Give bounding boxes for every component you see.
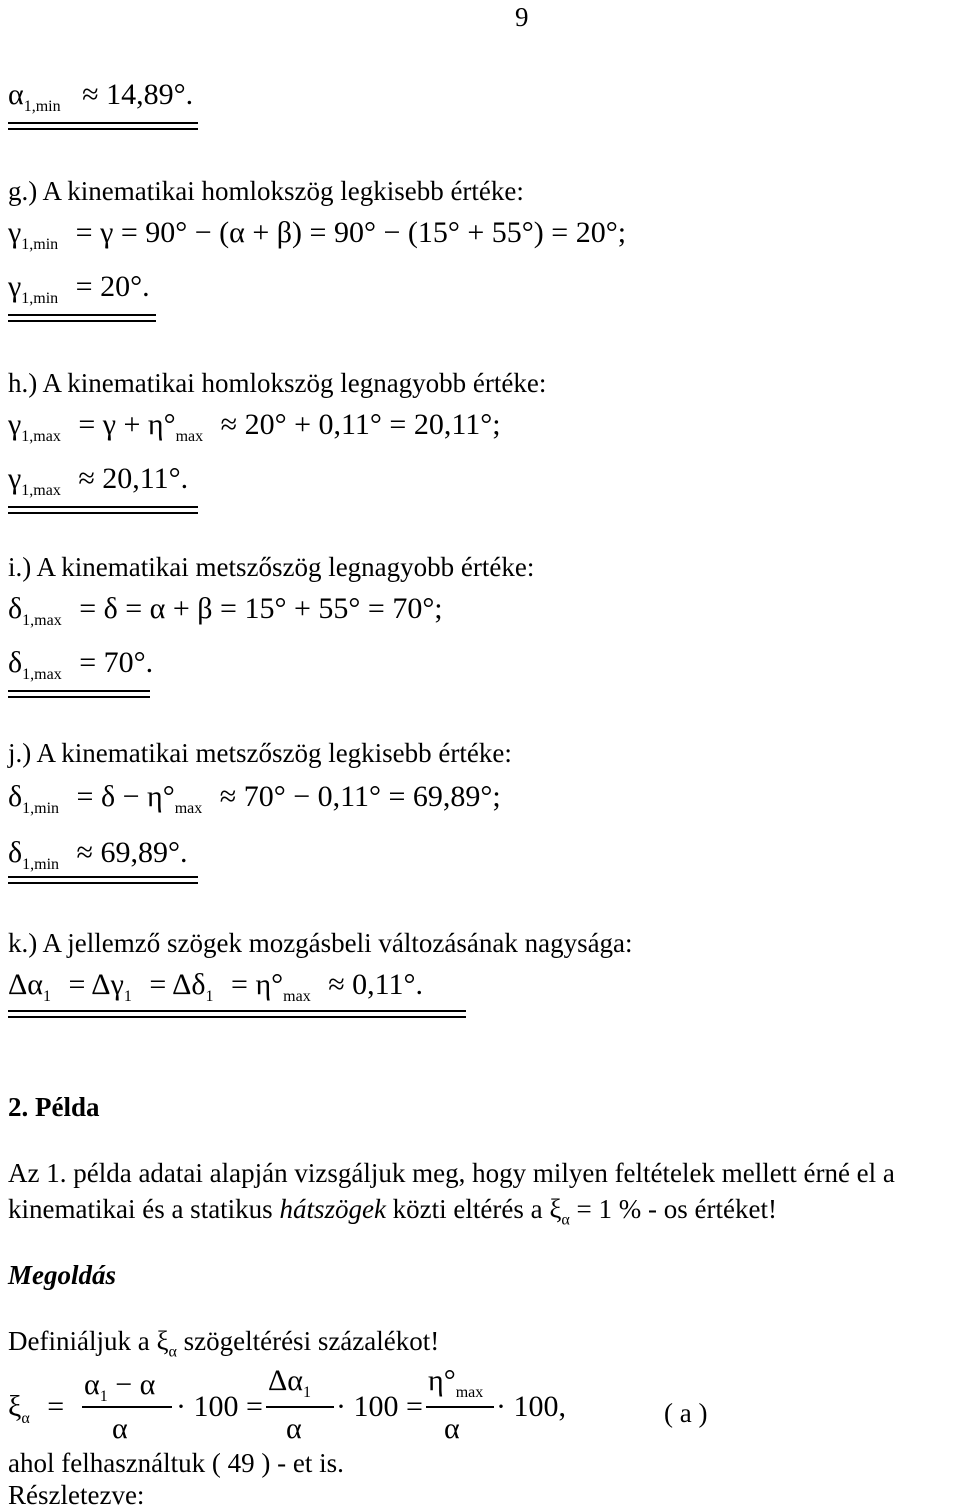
frac-num: Δα bbox=[268, 1364, 304, 1397]
multiply-100-1: · 100 = bbox=[176, 1390, 263, 1423]
eq-rhs: ≈ 70° − 0,11° = 69,89°; bbox=[219, 780, 501, 813]
alpha-min-equation bbox=[8, 80, 193, 115]
section-g-heading: g.) A kinematikai homlokszög legkisebb értéke: bbox=[8, 176, 524, 206]
detail-line: Részletezve: bbox=[8, 1480, 145, 1510]
eq-lhs-sub: 1,max bbox=[22, 612, 62, 629]
example-paragraph-line1: Az 1. példa adatai alapján vizsgáljuk meg, hogy milyen feltételek mellett érné el a bbox=[8, 1158, 895, 1188]
eq-term: = Δγ bbox=[68, 968, 124, 1001]
eq-lhs: δ bbox=[8, 780, 23, 813]
eq-rhs: ≈ 20° + 0,11° = 20,11°; bbox=[220, 408, 501, 441]
result-double-underline bbox=[8, 314, 156, 322]
section-g-eq1 bbox=[8, 218, 626, 253]
eq-lhs-sub: 1,min bbox=[21, 236, 59, 253]
frac-num-rest: − α bbox=[107, 1368, 156, 1401]
def-sub: α bbox=[168, 1343, 177, 1361]
eq-lhs-sub: 1,min bbox=[21, 290, 59, 307]
eq-term: Δα bbox=[8, 968, 44, 1001]
fraction3-denominator: α bbox=[444, 1412, 460, 1445]
eq-rhs: ≈ 69,89°. bbox=[76, 836, 188, 869]
fraction1-bar bbox=[82, 1406, 172, 1408]
section-k-eq bbox=[8, 970, 423, 1005]
frac-num: η° bbox=[428, 1364, 456, 1397]
equation-label: ( a ) bbox=[664, 1398, 708, 1428]
eq-lhs-sub: 1,min bbox=[23, 98, 61, 115]
fraction1-numerator bbox=[84, 1370, 155, 1405]
formula-lhs-sub: α bbox=[21, 1410, 30, 1427]
frac-num-sub: max bbox=[455, 1384, 484, 1401]
eq-lhs-sub: 1,min bbox=[22, 856, 60, 873]
eq-rhs: = 20°. bbox=[75, 270, 150, 303]
fraction3-bar bbox=[426, 1406, 494, 1408]
eq-mid: = δ − η° bbox=[76, 780, 175, 813]
fraction2-denominator: α bbox=[286, 1412, 302, 1445]
eq-lhs: γ bbox=[8, 408, 22, 441]
eq-term: = η° bbox=[231, 968, 284, 1001]
eq-mid-sub: max bbox=[174, 800, 203, 817]
para-italic-term: hátszögek bbox=[279, 1194, 386, 1224]
result-double-underline bbox=[8, 876, 198, 884]
formula-lhs bbox=[8, 1392, 64, 1427]
para-text: közti eltérés a ξ bbox=[385, 1194, 562, 1224]
eq-lhs-sub: 1,max bbox=[22, 666, 62, 683]
eq-lhs: γ bbox=[8, 216, 22, 249]
frac-num: α bbox=[84, 1368, 100, 1401]
result-double-underline bbox=[8, 506, 198, 514]
formula-equals: = bbox=[47, 1390, 65, 1423]
example-paragraph-line2 bbox=[8, 1196, 777, 1228]
eq-lhs: α bbox=[8, 78, 24, 111]
eq-lhs-sub: 1,min bbox=[22, 800, 60, 817]
eq-lhs-sub: 1,max bbox=[21, 482, 61, 499]
section-h-eq2 bbox=[8, 464, 188, 499]
definition-line bbox=[8, 1328, 439, 1360]
eq-term-sub: max bbox=[283, 988, 311, 1005]
eq-lhs: δ bbox=[8, 836, 23, 869]
eq-mid-sub: max bbox=[175, 428, 204, 445]
eq-lhs: γ bbox=[8, 270, 22, 303]
eq-rel: ≈ bbox=[82, 78, 99, 111]
eq-lhs: δ bbox=[8, 646, 23, 679]
section-h-heading: h.) A kinematikai homlokszög legnagyobb értéke: bbox=[8, 368, 547, 398]
eq-mid: = γ + η° bbox=[78, 408, 176, 441]
eq-lhs-sub: 1,max bbox=[21, 428, 61, 445]
section-i-eq1 bbox=[8, 594, 443, 629]
result-double-underline bbox=[8, 122, 198, 130]
solution-title: Megoldás bbox=[8, 1260, 116, 1290]
fraction3-numerator bbox=[428, 1366, 483, 1401]
page-number: 9 bbox=[515, 2, 529, 32]
section-i-heading: i.) A kinematikai metszőszög legnagyobb értéke: bbox=[8, 552, 535, 582]
result-double-underline bbox=[8, 1010, 466, 1018]
multiply-100-3: · 100, bbox=[496, 1390, 566, 1423]
eq-lhs: δ bbox=[8, 592, 23, 625]
fraction1-denominator: α bbox=[112, 1412, 128, 1445]
section-h-eq1 bbox=[8, 410, 501, 445]
section-j-eq1 bbox=[8, 782, 501, 817]
def-text: Definiáljuk a ξ bbox=[8, 1326, 169, 1356]
fraction2-bar bbox=[266, 1406, 334, 1408]
eq-rhs: = 70°. bbox=[79, 646, 154, 679]
para-sub: α bbox=[561, 1211, 570, 1229]
frac-num-sub: 1 bbox=[99, 1388, 108, 1405]
eq-rhs: = γ = 90° − (α + β) = 90° − (15° + 55°) = 20°; bbox=[75, 216, 627, 249]
section-j-heading: j.) A kinematikai metszőszög legkisebb értéke: bbox=[8, 738, 512, 768]
eq-term-sub: 1 bbox=[43, 988, 52, 1005]
def-text: szögeltérési százalékot! bbox=[176, 1326, 440, 1356]
multiply-100-2: · 100 = bbox=[336, 1390, 423, 1423]
fraction2-numerator bbox=[268, 1366, 311, 1401]
section-g-eq2 bbox=[8, 272, 150, 307]
eq-term-sub: 1 bbox=[205, 988, 214, 1005]
para-text: kinematikai és a statikus bbox=[8, 1194, 280, 1224]
para-text: = 1 % - os értéket! bbox=[569, 1194, 777, 1224]
note-line: ahol felhasználtuk ( 49 ) - et is. bbox=[8, 1448, 344, 1478]
eq-rhs: ≈ 20,11°. bbox=[78, 462, 189, 495]
formula-lhs-symbol: ξ bbox=[8, 1390, 22, 1423]
section-i-eq2 bbox=[8, 648, 153, 683]
section-j-eq2 bbox=[8, 838, 188, 873]
example-title: 2. Példa bbox=[8, 1092, 100, 1122]
frac-num-sub: 1 bbox=[303, 1384, 312, 1401]
section-k-heading: k.) A jellemző szögek mozgásbeli változásának nagysága: bbox=[8, 928, 633, 958]
eq-rhs: = δ = α + β = 15° + 55° = 70°; bbox=[79, 592, 443, 625]
eq-term-sub: 1 bbox=[123, 988, 132, 1005]
eq-lhs: γ bbox=[8, 462, 22, 495]
eq-rhs: 14,89°. bbox=[106, 78, 194, 111]
result-double-underline bbox=[8, 690, 150, 698]
eq-term: = Δδ bbox=[149, 968, 206, 1001]
eq-term: ≈ 0,11°. bbox=[328, 968, 424, 1001]
